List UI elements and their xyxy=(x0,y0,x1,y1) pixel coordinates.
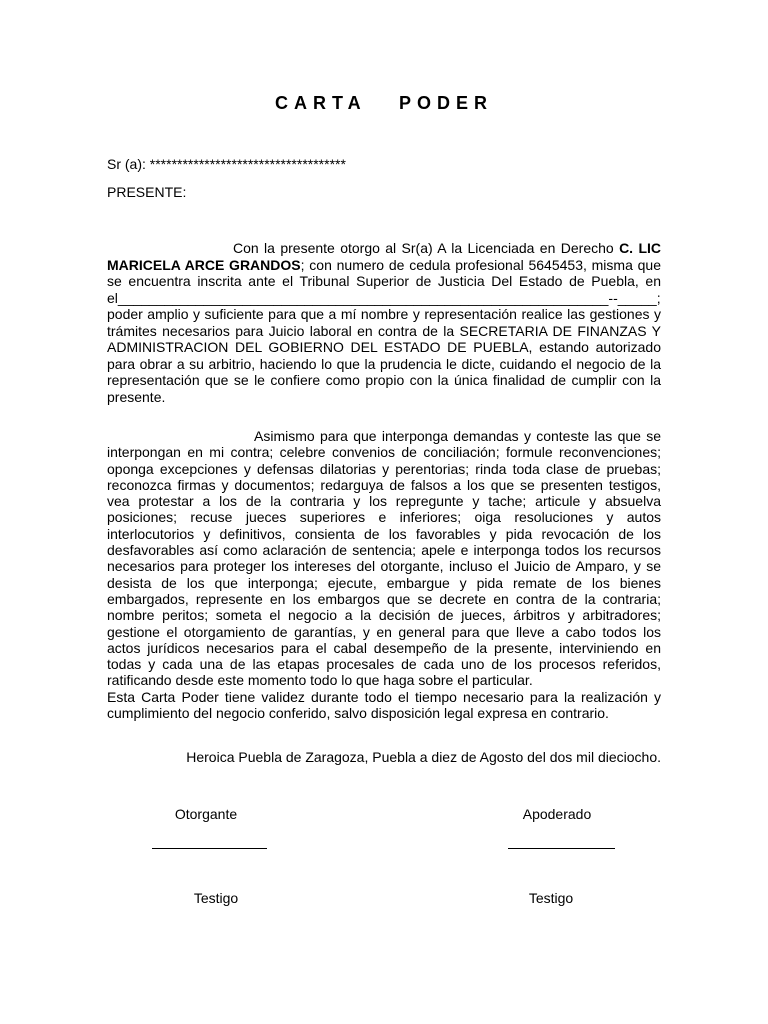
witness-left-label: Testigo xyxy=(193,890,239,906)
paragraph-powers: poder amplio y suficiente para que a mí nombre y representación realice las gestiones y trámites necesarios para Juicio laboral en contra de la SECRETARIA DE FINANZAS Y ADMINISTRACION DEL GOBIERNO DEL ESTADO DE PUEBLA, estando autorizado para obrar a su arbitrio, haciendo lo que la prudencia le dicte, cuidando el negocio de la representación que se le confiere como propio con la única finalidad de cumplir con la presente. xyxy=(107,306,661,405)
paragraph-faculties-text: Asimismo para que interponga demandas y conteste las que se interpongan en mi contra; celebre convenios de conciliación; formule reconvenciones; oponga excepciones y defensas dilatorias y perentorias; rinda toda clase de pruebas; reconozca firmas y documentos; redarguya de falsos a los que se presenten testigos, vea protestar a los de la contraria y los repregunte y tache; articule y absuelva posiciones; recuse jueces superiores e inferiores; oiga resoluciones y autos interlocutorios y definitivos, consienta de los favorables y pida revocación de los desfavorables así como aclaración de sentencia; apele e interponga todos los recursos necesarios para proteger los intereses del otorgante, incluso el Juicio de Amparo, y se desista de los que interponga; ejecute, embargue y pida remate de los bienes embargados, represente en los embargos que se decrete en contra de la contraria; nombre peritos; someta el negocio a la decisión de jueces, árbitros y arbitradores; gestione el otorgamiento de garantías, y en general para que lleve a cabo todos los actos jurídicos necesarios para el cabal desempeño de la presente, interviniendo en todas y cada una de las etapas procesales de cada uno de los procesos referidos, ratificando desde este momento todo lo que haga sobre el particular. xyxy=(107,428,661,689)
blank-fill-line: _______________________________________________________________--_____; xyxy=(117,289,661,306)
greeting: PRESENTE: xyxy=(107,184,187,200)
document-title: CARTA PODER xyxy=(275,93,493,113)
attorney-label: Apoderado xyxy=(522,806,592,822)
recipient-line: Sr (a): ************************************ xyxy=(107,156,346,172)
place-date-line: Heroica Puebla de Zaragoza, Puebla a diez de Agosto del dos mil dieciocho. xyxy=(186,749,661,765)
paragraph-grant xyxy=(107,240,661,405)
attorney-name: C. LIC MARICELA ARCE GRANDOS xyxy=(107,240,661,273)
paragraph-credentials: ; con numero de cedula profesional 5645453, misma que se encuentra inscrita ante el Tribunal Superior de Justicia Del Estado de Puebla, en el xyxy=(107,256,661,306)
witness-right-label: Testigo xyxy=(528,890,574,906)
paragraph-validity: Esta Carta Poder tiene validez durante todo el tiempo necesario para la realización y cumplimiento del negocio conferido, salvo disposición legal expresa en contrario. xyxy=(107,688,661,722)
paragraph-faculties xyxy=(107,428,661,721)
paragraph-intro: Con la presente otorgo al Sr(a) A la Licenciada en Derecho xyxy=(233,240,620,256)
grantor-label: Otorgante xyxy=(174,806,238,822)
grantor-signature-line xyxy=(152,848,267,849)
attorney-signature-line xyxy=(508,848,615,849)
